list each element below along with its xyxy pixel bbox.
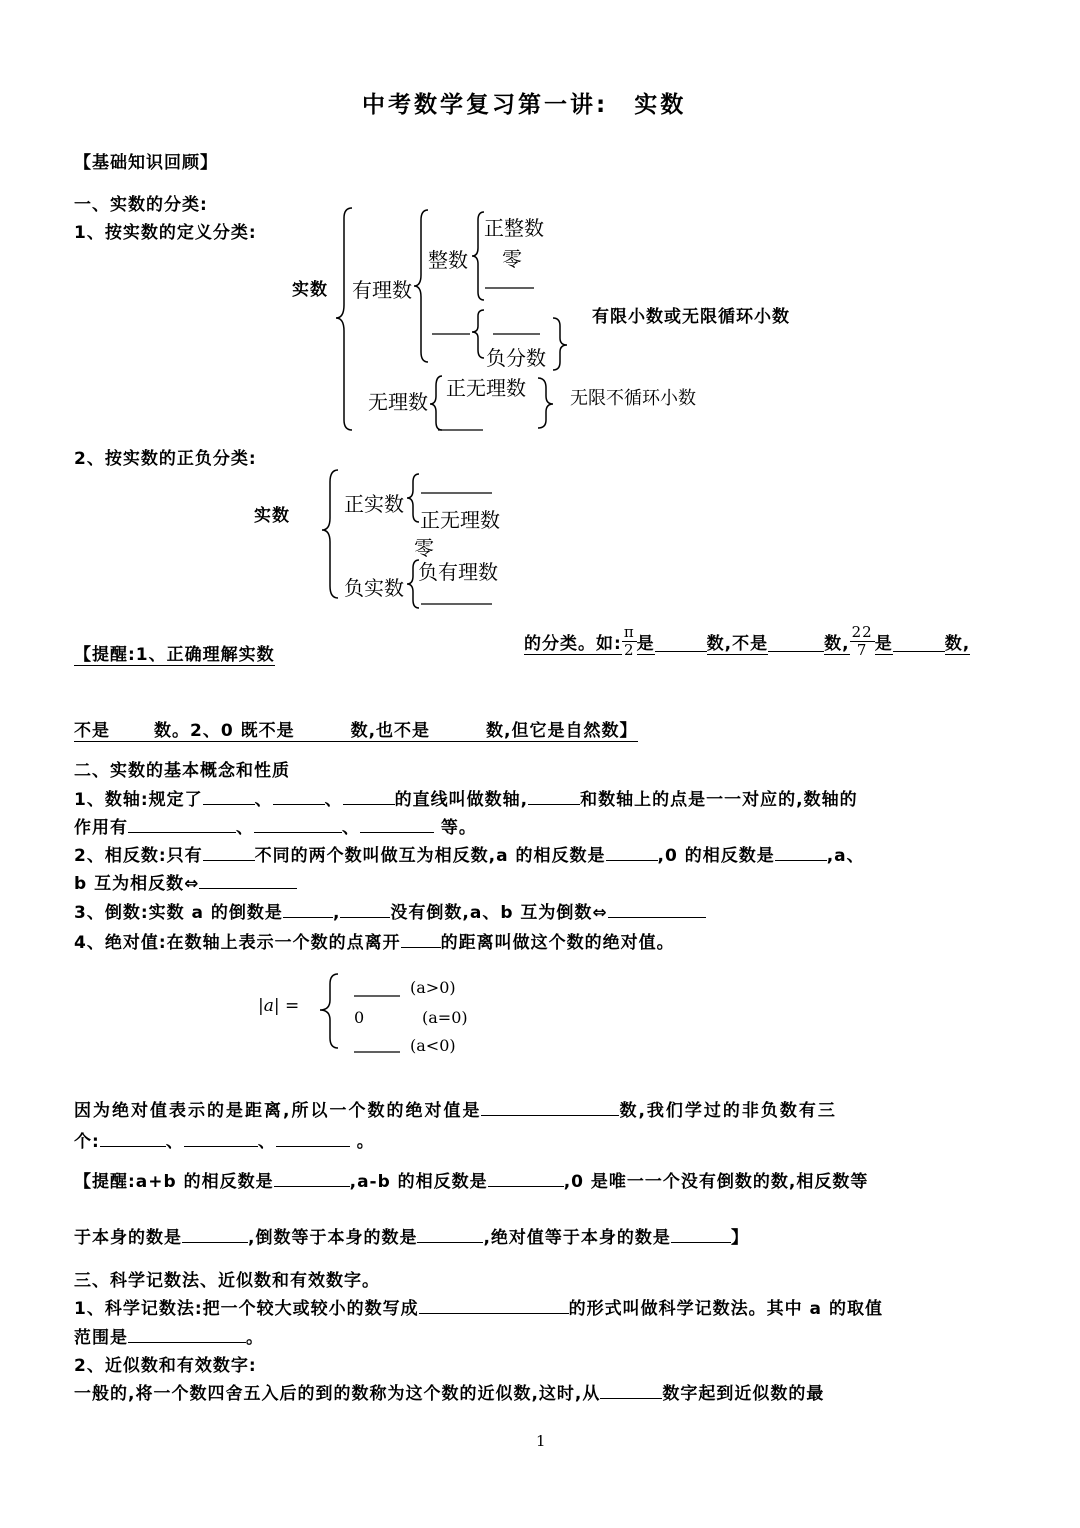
reminder1-examples (524, 624, 970, 659)
reminder1-num-3: 数, (945, 629, 970, 655)
scientific-line2: 范围是 。 (74, 1323, 264, 1348)
tree2-pos-irr: 正无理数 (420, 508, 500, 532)
tree1-zero: 零 (502, 247, 522, 271)
tree1-rational: 有理数 (352, 278, 412, 302)
reminder1-line2: 不是 数。2、0 既不是 数,也不是 数,但它是自然数】 (74, 716, 638, 742)
section-basic-heading: 【基础知识回顾】 (74, 153, 218, 173)
tree2-root: 实数 (254, 506, 290, 526)
page-title: 中考数学复习第一讲: 实数 (362, 92, 687, 118)
brace-finite (553, 318, 567, 370)
abs-lhs: |a| = (258, 996, 300, 1016)
tree1-neg-frac: 负分数 (486, 346, 546, 370)
abs-zero: 0 (354, 1008, 365, 1027)
tree1-irrational: 无理数 (368, 390, 428, 414)
tree2-zero: 零 (414, 536, 434, 560)
reminder1-num-1: 数, (707, 629, 732, 655)
page-number: 1 (536, 1432, 546, 1450)
brace-rational (414, 210, 428, 362)
tree1-integer: 整数 (428, 248, 468, 272)
reminder1-not-1: 不是 (732, 629, 768, 655)
numberline-line2: 作用有 、 、 等。 (74, 813, 477, 838)
opposite-line1: 2、相反数:只有 不同的两个数叫做互为相反数,a 的相反数是 ,0 的相反数是 ,a、 (74, 841, 865, 866)
brace-infinite (538, 378, 553, 428)
brace-integer (472, 212, 484, 300)
fraction-22-over-7: $\frac{22}{7}$ (851, 623, 873, 659)
abs-case1: (a>0) (410, 978, 456, 997)
reminder1-part2: 的分类。如: (524, 629, 622, 655)
absolute-value-line: 4、绝对值:在数轴上表示一个数的点离开 的距离叫做这个数的绝对值。 (74, 928, 675, 953)
reminder1-part1: 【提醒:1、正确理解实数 (74, 640, 275, 666)
classification-by-sign: 2、按实数的正负分类: (74, 449, 257, 469)
section2-heading: 二、实数的基本概念和性质 (74, 761, 290, 781)
brace-real (336, 208, 352, 430)
tree2-neg-rat: 负有理数 (418, 560, 498, 584)
brace-irrational (430, 376, 442, 430)
tree1-finite-note: 有限小数或无限循环小数 (592, 307, 790, 327)
tree1-infinite-note: 无限不循环小数 (570, 388, 696, 409)
abs-case2: (a=0) (422, 1008, 468, 1027)
approx-line: 一般的,将一个数四舍五入后的到的数称为这个数的近似数,这时,从 数字起到近似数的最 (74, 1379, 824, 1404)
reminder2-line2: 于本身的数是 ,倒数等于本身的数是 ,绝对值等于本身的数是 】 (74, 1223, 749, 1248)
tree2-pos-real: 正实数 (344, 492, 404, 516)
tree1-pos-irr: 正无理数 (446, 376, 526, 400)
fraction-pi-over-2: $\frac{\pi}{2}$ (623, 623, 635, 659)
classification-by-definition: 1、按实数的定义分类: (74, 223, 257, 243)
scientific-line1: 1、科学记数法:把一个较大或较小的数写成 的形式叫做科学记数法。其中 a 的取值 (74, 1294, 883, 1319)
tree2-neg-real: 负实数 (344, 576, 404, 600)
reminder1-is-1: 是 (637, 629, 655, 655)
approx-heading: 2、近似数和有效数字: (74, 1356, 257, 1376)
reminder1-is-2: 是 (875, 629, 893, 655)
reminder2-line1: 【提醒:a+b 的相反数是 ,a-b 的相反数是 ,0 是唯一一个没有倒数的数,相反数等 (74, 1167, 868, 1192)
numberline-line1: 1、数轴:规定了 、 、 的直线叫做数轴, 和数轴上的点是一一对应的,数轴的 (74, 785, 858, 810)
brace-positive-real (407, 474, 419, 522)
brace-abs (320, 974, 338, 1048)
classification-heading: 一、实数的分类: (74, 195, 208, 215)
brace-real-2 (322, 470, 338, 598)
brace-fraction (472, 310, 484, 358)
opposite-line2: b 互为相反数⇔ (74, 869, 297, 894)
reminder1-num-2: 数, (824, 629, 849, 655)
tree1-pos-int: 正整数 (484, 216, 544, 240)
section3-heading: 三、科学记数法、近似数和有效数字。 (74, 1271, 380, 1291)
reciprocal-line: 3、倒数:实数 a 的倒数是 , 没有倒数,a、b 互为倒数⇔ (74, 898, 706, 923)
nonneg-line2: 个: 、 、 。 (74, 1127, 375, 1152)
nonneg-line1: 因为绝对值表示的是距离,所以一个数的绝对值是 数,我们学过的非负数有三 (74, 1096, 837, 1121)
abs-case3: (a<0) (410, 1036, 456, 1055)
tree1-root: 实数 (292, 280, 328, 300)
